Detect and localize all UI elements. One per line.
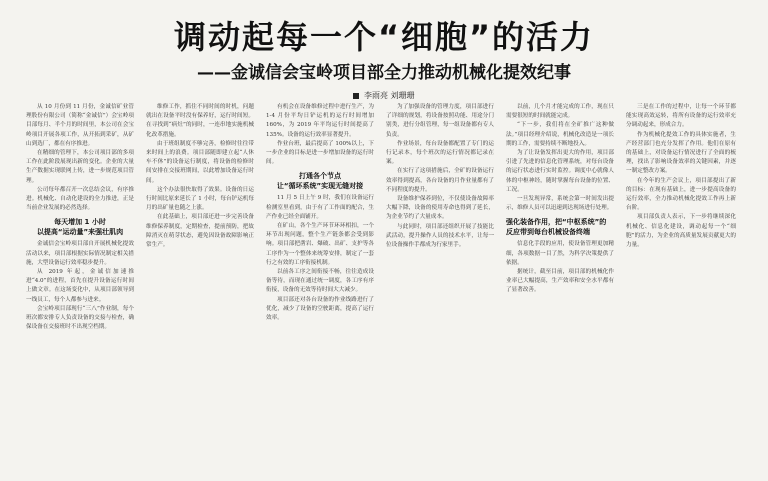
paragraph: 作业场景，每台设备都配置了专门的运行记录本，每个班次的运行情况都记录在案。 bbox=[386, 140, 494, 166]
paragraph: 三是在工作的过程中，让每一个环节都能实现高效运转，将所有设备的运行效率充分调动起来，形成合力。 bbox=[626, 104, 736, 129]
paragraph: 作业台班，最后提高了 100%以上，下一步企业的目标是进一步增加设备的运行时间。 bbox=[266, 140, 374, 166]
paragraph: 为了让设备发挥出更大的作用，项目部引进了先进的信息化管理系统，对每台设备的运行状态进行实时监控。调度中心就像人体的中枢神经，随时掌握每台设备的位置、工况。 bbox=[506, 150, 614, 193]
headline: 调动起每一个“细胞”的活力 bbox=[173, 18, 595, 56]
paragraph: 公司每年都召开一次总结会议，有序推进。机械化、自动化建设的全力推进，正是当前企业发展的必然选择。 bbox=[26, 186, 134, 212]
paragraph: 一旦发现异常，系统会第一时间发出提示，维修人员可以迅速到达现场进行处理。 bbox=[506, 196, 614, 212]
paragraph: 从 10 月份到 11 月份，金诚信矿业管理股份有限公司（简称“金诚信”）会宝岭项目部每月、半个月的时间里，本公司在会宝岭项目开展各项工作，从开拓到采矿，从矿山到选厂，都在有序推进。 bbox=[26, 104, 134, 147]
byline-text: 李雨亮 刘珊珊 bbox=[364, 91, 415, 100]
paragraph: 以前，几个月才能完成的工作，现在只需要很短的时间就能完成。 bbox=[506, 104, 614, 120]
paragraph: 在今年的生产会议上，项目部提出了新的目标：在现有基础上，进一步提高设备的运行效率，全力推动机械化提效工作再上新台阶。 bbox=[626, 177, 736, 212]
column-3 bbox=[266, 103, 374, 473]
paragraph: 在精细的管理下，本公司项目部的多项工作在此阶段展现出新的变化。企业的大量生产数据实现联网上传，进一步规范项目管理。 bbox=[26, 150, 134, 184]
section-heading-2: 打通各个节点 让“循环系统”实现无缝对接 bbox=[276, 172, 364, 191]
paragraph: 由于班组制度不够完善，检修时往往带来时间上的浪费。项目部随即建立起“人休车不休”的设备运行制度，将设备的检修时间安排在交接班期间，以此增加设备运行时间。 bbox=[146, 140, 254, 184]
paragraph: 会宝岭项目部现行“三八”作业制，每个班次都安排专人负责设备的交接与检查，确保设备在交接班时不出现空档期。 bbox=[26, 305, 134, 331]
paragraph: 项目部还对各台设备的作业线路进行了优化，减少了设备的空驶距离，提高了运行效率。 bbox=[266, 296, 374, 322]
subheadline: ——金诚信会宝岭项目部全力推动机械化提效纪事 bbox=[197, 63, 571, 83]
article-body bbox=[26, 103, 744, 473]
section-heading-1: 每天增加 1 小时 以提高“运动量”来强壮肌肉 bbox=[36, 218, 124, 237]
paragraph: 这个办法很快取得了效果。设备的日运行时间比原来延长了 1 小时，每台铲运机每月的出矿量也随之上涨。 bbox=[146, 186, 254, 212]
paragraph: 与此同时，项目部还组织开展了技能比武活动，提升操作人员的技术水平，让每一位设备操作手都成为行家里手。 bbox=[386, 223, 494, 249]
paragraph: 作为机械化提效工作的具体实施者，生产经营部门也充分发挥了作用。他们在原有的基础上，对设备运行情况进行了全面的梳理，找出了影响设备效率的关键因素，并逐一制定整改方案。 bbox=[626, 131, 736, 175]
column-5 bbox=[506, 103, 614, 473]
paragraph: 从 2019 年起，金诚信加速推进“4.0”的进程，首先在提升设备运行时间上做文章。在这场变化中，从项目部领导到一线员工，每个人都参与进来。 bbox=[26, 269, 134, 303]
paragraph: 为了加强设备的管理力度，项目部进行了详细的规划，将设备按照功能、用途分门别类，进行分组管理，每一组设备都有专人负责。 bbox=[386, 104, 494, 138]
byline bbox=[0, 90, 768, 101]
paragraph: 有机会在设备维修过程中进行生产，为 1-4 月份平均日铲运机的运行时间增加 160%，为 2019 年平均运行时间提高了 135%。设备的运行效率显著提升。 bbox=[266, 104, 374, 138]
paragraph: 在矿山，各个生产环节环环相扣，一个环节出现问题，整个生产链条都会受到影响。项目部把凿岩、爆破、出矿、支护等各工序作为一个整体来统筹安排，制定了一套行之有效的工序衔接机制。 bbox=[266, 223, 374, 266]
paragraph: 信息化手段的应用，使设备管理更加精细，各项数据一目了然，为科学决策提供了依据。 bbox=[506, 241, 614, 266]
column-4 bbox=[386, 103, 494, 473]
paragraph: 据统计，截至目前，项目部的机械化作业率已大幅提高，生产效率和安全水平都有了显著改善。 bbox=[506, 269, 614, 294]
paragraph: 在此基础上，项目部还进一步完善设备维修保养制度，定期检查，提前预防，把故障消灭在萌芽状态，避免因设备故障影响正常生产。 bbox=[146, 214, 254, 249]
paragraph: 设备维护保养到位，不仅使设备故障率大幅下降，设备的使用寿命也得到了延长，为企业节约了大量成本。 bbox=[386, 196, 494, 221]
paragraph: 项目部负责人表示，下一步将继续深化机械化、信息化建设，调动起每一个“细胞”的活力，为企业的高质量发展贡献更大的力量。 bbox=[626, 214, 736, 249]
column-2 bbox=[146, 103, 254, 473]
paragraph: 11 月 5 日上午 9 时，我们在设备运行检测室里看到，由于有了工作面的配合，生产作业已经全面铺开。 bbox=[266, 195, 374, 220]
paragraph: 在实行了这项措施后，全矿的设备运行效率得到提高，各台设备的月作业量都有了不同程度的提升。 bbox=[386, 168, 494, 193]
paragraph: “下一步，我们将在全矿推广这种做法。”项目经理介绍说，机械化改造是一项长期的工作，需要持续不断地投入。 bbox=[506, 122, 614, 147]
column-1 bbox=[26, 103, 134, 473]
section-heading-3: 强化装备作用，把“中枢系统”的 反应带到每台机械设备终端 bbox=[506, 218, 607, 237]
paragraph: 维修工作，抓住不同时间的时机，问题就出在设备平时没有保养好，运行时间短。在寻找到“病灶”的同时，一连串地实施机械化改革措施。 bbox=[146, 104, 254, 138]
paragraph: 金诚信会宝岭项目部自开展机械化提效活动以来，项目部根据实际情况制定相关措施，大型设备运行效率稳步提升。 bbox=[26, 241, 134, 266]
byline-bullet-icon bbox=[353, 93, 359, 99]
column-6 bbox=[626, 103, 736, 473]
paragraph: 以前各工序之间衔接不畅，往往造成设备等待，而现在通过统一调度，各工序有序衔接，设备的无效等待时间大大减少。 bbox=[266, 269, 374, 294]
